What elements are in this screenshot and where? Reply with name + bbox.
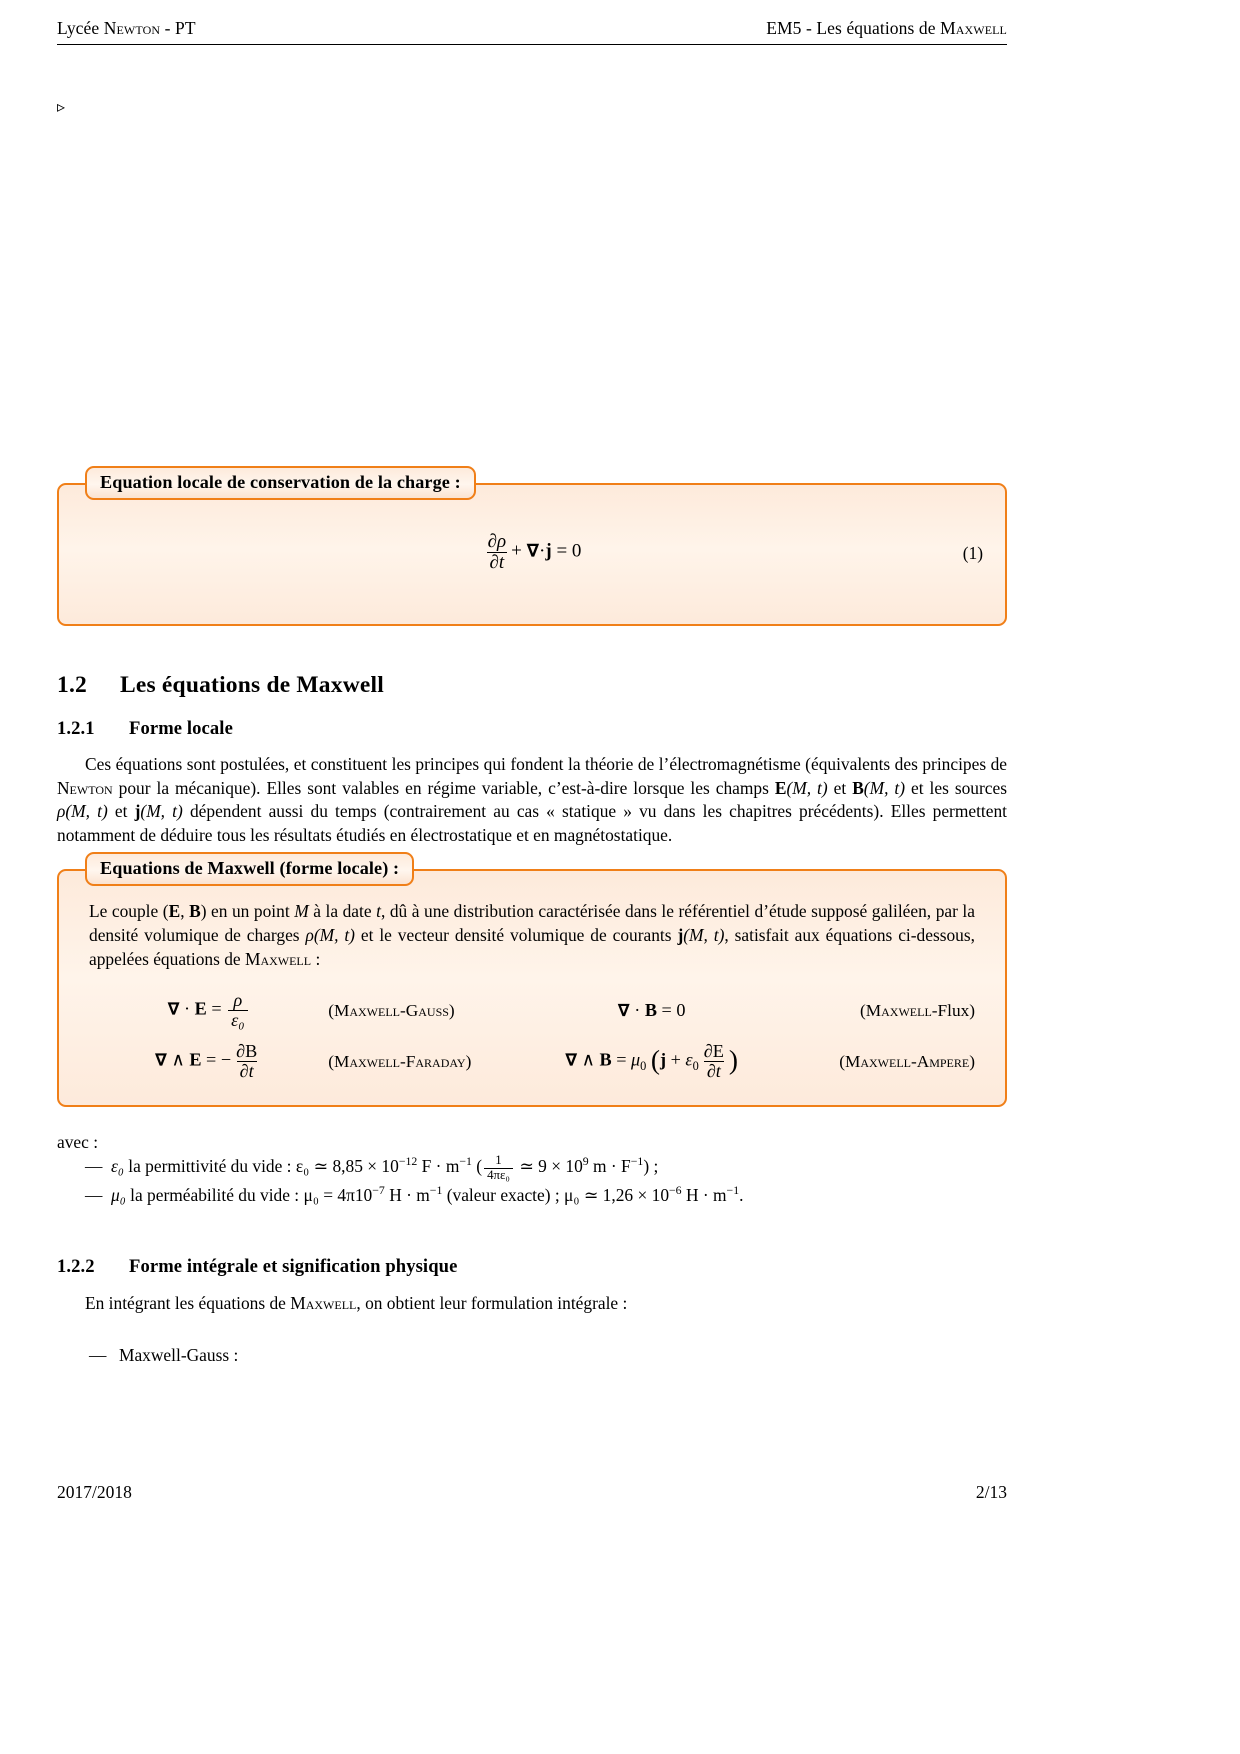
paren-open-4: (: [839, 1051, 845, 1071]
frac-num-1: 1: [495, 1153, 502, 1168]
intro-math-B: B: [189, 901, 201, 922]
header-right-plain: EM5 - Les équations de: [766, 18, 941, 38]
exponent-minus1-a: −1: [459, 1154, 472, 1169]
paragraph-forme-locale: [57, 753, 1007, 847]
list-item-mu0: [57, 1182, 1007, 1208]
intro-math-j: j: [677, 924, 684, 945]
paren-close-3: ): [465, 1051, 472, 1071]
intro-math-rho: ρ(M, t): [305, 924, 355, 945]
equation-name-maxwell-faraday: [328, 1036, 532, 1087]
exponent-minus1-c: −1: [429, 1183, 443, 1198]
intro-math-j-args: (M, t): [683, 924, 725, 945]
dash-marker-1: —: [85, 1156, 103, 1177]
paren-close-4: ): [969, 1051, 975, 1071]
equation-maxwell-gauss: ∇ · E = $\frac{\rho}{\text{ε₀}}$: [89, 985, 328, 1036]
smallcaps-newton: Newton: [57, 777, 113, 798]
paragraph-text-4: et les sources: [905, 777, 1007, 798]
math-args-E: (M, t): [786, 777, 828, 798]
exponent-minus6: −6: [669, 1183, 682, 1198]
header-left-tail: - PT: [160, 18, 196, 38]
intro-text-7: :: [311, 948, 321, 969]
maxwell-gauss-numerator: ρ: [233, 990, 243, 1011]
constant-value-mu0: μ₀ = 4π10: [303, 1185, 373, 1206]
label-maxwell-flux: Maxwell: [865, 1000, 932, 1020]
maxwell-gauss-denominator: ε₀: [228, 1010, 248, 1030]
paragraph-forme-integrale: [57, 1292, 1007, 1316]
smallcaps-maxwell-2: Maxwell: [290, 1293, 357, 1314]
label-maxwell-ampere: Maxwell-Ampere: [844, 1051, 970, 1071]
equation-continuity-numerator: ∂ρ: [487, 531, 507, 552]
running-header: [57, 18, 1007, 39]
label-maxwell-gauss: Maxwell-Gauss: [333, 1000, 449, 1020]
equation-continuity-denominator: ∂t: [487, 552, 508, 573]
dash-marker-2: —: [85, 1185, 103, 1206]
math-args-j: (M, t): [140, 801, 183, 822]
box-conservation-charge-body: [59, 485, 1005, 624]
paren-open-2: (: [860, 1000, 866, 1020]
page-footer: [57, 1482, 1007, 1503]
maxwell-ampere-numerator: ∂E: [703, 1041, 724, 1062]
subsection-number-1-2-2: 1.2.2: [57, 1256, 95, 1278]
maxwell-faraday-numerator: ∂B: [236, 1041, 258, 1062]
approx-9e9: ≃ 9 × 10: [514, 1156, 583, 1177]
paragraph-text-1: Ces équations sont postulées, et constituent les principes qui fondent la théorie de l’électromagnétisme (équivalents des principes de: [85, 754, 1007, 774]
unit-F-m-1: F · m: [417, 1156, 460, 1177]
frac-den-4pieps0: 4πε₀: [484, 1168, 513, 1182]
page-content: [57, 18, 1007, 1368]
footer-page-number: 2/13: [975, 1482, 1007, 1502]
subsection-heading-1-2-2: [57, 1256, 1007, 1278]
equation-name-maxwell-ampere: [771, 1036, 975, 1087]
intro-text-2: ) en un point: [200, 901, 295, 922]
exponent-minus7: −7: [372, 1183, 385, 1198]
para2-text-2: , on obtient leur formulation intégrale :: [356, 1293, 628, 1314]
unit-H-m-1: H · m: [384, 1185, 430, 1206]
equation-number-1: (1): [962, 543, 983, 563]
subsection-number-1-2-1: 1.2.1: [57, 718, 95, 739]
intro-comma: ,: [180, 901, 190, 922]
label-flux-tail: -Flux: [931, 1000, 970, 1020]
list-item-epsilon0: [57, 1153, 1007, 1182]
paren-close-2: ): [969, 1000, 975, 1020]
section-number-1-2: 1.2: [57, 672, 87, 698]
intro-text-1: Le couple (: [89, 901, 169, 922]
maxwell-faraday-denominator: ∂t: [237, 1061, 257, 1081]
triangle-marker-icon: ▹: [57, 99, 66, 116]
period-end: .: [739, 1185, 744, 1206]
intro-math-t: t: [376, 901, 381, 922]
bullet-maxwell-gauss-label: Maxwell-Gauss :: [119, 1344, 239, 1365]
dot-product-symbol: ·: [539, 540, 546, 562]
paragraph-text-2: pour la mécanique). Elles sont valables en régime variable, c’est-à-dire lorsque les champs: [112, 777, 775, 798]
mu0-approx: (valeur exacte) ; μ₀ ≃ 1,26 × 10: [442, 1185, 670, 1206]
equation-name-maxwell-gauss: [328, 985, 532, 1036]
header-right-smallcaps: Maxwell: [940, 18, 1007, 38]
partial-rho-over-partial-t: [485, 532, 510, 573]
paragraph-text-3: et: [827, 777, 853, 798]
equation-continuity: [59, 532, 1005, 573]
equation-maxwell-faraday: ∇ ∧ E = − $\frac{\partial B}{\partial t}$: [89, 1036, 328, 1087]
math-args-B: (M, t): [863, 777, 906, 798]
integral-forms-list: [57, 1342, 1007, 1368]
subsection-title-1-2-2: Forme intégrale et signification physique: [129, 1256, 458, 1278]
subsection-heading-1-2-1: [57, 718, 1007, 740]
section-title-1-2: Les équations de Maxwell: [120, 672, 384, 698]
intro-text-5: et le vecteur densité volumique de courants: [354, 924, 678, 945]
maxwell-equations-row-1: [89, 985, 975, 1036]
header-left-smallcaps: Newton: [103, 18, 161, 38]
vector-j: j: [545, 540, 552, 562]
paren-open-3: (: [328, 1051, 334, 1071]
footer-year: 2017/2018: [57, 1482, 132, 1502]
unit-m-F-1: m · F: [588, 1156, 631, 1177]
equation-continuity-plus: +: [511, 540, 522, 562]
maxwell-equations-row-2: [89, 1036, 975, 1087]
dash-marker-3: —: [89, 1344, 107, 1365]
constant-desc-mu0: la perméabilité du vide :: [125, 1185, 304, 1206]
header-right: [766, 18, 1007, 39]
box-maxwell-intro: [89, 900, 975, 971]
constant-value-epsilon0: ε₀ ≃ 8,85 × 10: [295, 1156, 399, 1177]
nabla-symbol: ∇: [526, 540, 540, 562]
para2-text-1: En intégrant les équations de: [85, 1293, 291, 1314]
intro-text-6: , satisfait aux équations ci-dessous, appelées équations de: [89, 924, 975, 969]
box-maxwell-equations-title: Equations de Maxwell (forme locale) :: [85, 852, 414, 886]
constant-desc-epsilon0: la permittivité du vide :: [123, 1156, 296, 1177]
math-field-E: E: [774, 777, 787, 798]
math-field-B: B: [852, 777, 864, 798]
paren-close-eps: ) ;: [643, 1156, 659, 1177]
intro-math-E: E: [168, 901, 181, 922]
equation-name-maxwell-flux: [771, 985, 975, 1036]
box-conservation-charge: [57, 472, 1007, 626]
blank-region: [57, 45, 1007, 483]
box-maxwell-equations: [57, 858, 1007, 1107]
equation-maxwell-flux: ∇ · B = 0: [617, 1000, 686, 1022]
section-heading-1-2: [57, 672, 1007, 699]
paragraph-text-5: et: [107, 801, 135, 822]
constant-symbol-epsilon0: ε₀: [111, 1156, 124, 1177]
header-left-plain: Lycée: [57, 18, 104, 38]
paren-close-1: ): [448, 1000, 455, 1020]
unit-H-m-1-b: H · m: [681, 1185, 727, 1206]
paragraph-text-6: dépendent aussi du temps (contrairement au cas « statique » vu dans les chapitres précédents). Elles permettent notamment de déduire tous les résultats étudiés en électrostatique et en magnétostatique.: [57, 801, 1007, 845]
constant-symbol-mu0: μ₀: [111, 1185, 126, 1206]
smallcaps-maxwell-intro: Maxwell: [244, 948, 312, 969]
exponent-minus1-b: −1: [630, 1154, 644, 1169]
avec-label: avec :: [57, 1132, 99, 1153]
maxwell-ampere-denominator: ∂t: [704, 1061, 724, 1081]
intro-text-4: , dû à une distribution caractérisée dans le référentiel d’étude supposé galiléen, par la densité volumique de charges: [89, 901, 975, 945]
maxwell-equations-grid: [89, 985, 975, 1087]
paren-open-1: (: [328, 1000, 334, 1020]
equation-continuity-rhs: = 0: [556, 540, 582, 562]
math-current-j: j: [134, 801, 141, 822]
list-item-maxwell-gauss-integral: [57, 1342, 1007, 1368]
header-left: [57, 18, 196, 39]
exponent-9: 9: [582, 1154, 589, 1169]
constants-list: [57, 1153, 1007, 1208]
label-maxwell-faraday: Maxwell-Faraday: [333, 1051, 466, 1071]
exponent-minus12: −12: [398, 1154, 418, 1169]
math-rho: ρ(M, t): [57, 801, 108, 822]
subsection-title-1-2-1: Forme locale: [129, 718, 233, 739]
box-conservation-charge-title: Equation locale de conservation de la charge :: [85, 466, 476, 500]
paren-open-eps: (: [471, 1156, 483, 1177]
equation-maxwell-ampere: ∇ ∧ $B = \mu_0$ ($j + \varepsilon_0$ $\frac{\partial E}{\partial t}$ ): [565, 1041, 738, 1082]
intro-math-M: M: [294, 901, 309, 922]
exponent-minus1-d: −1: [726, 1183, 740, 1198]
intro-text-3: à la date: [308, 901, 377, 922]
